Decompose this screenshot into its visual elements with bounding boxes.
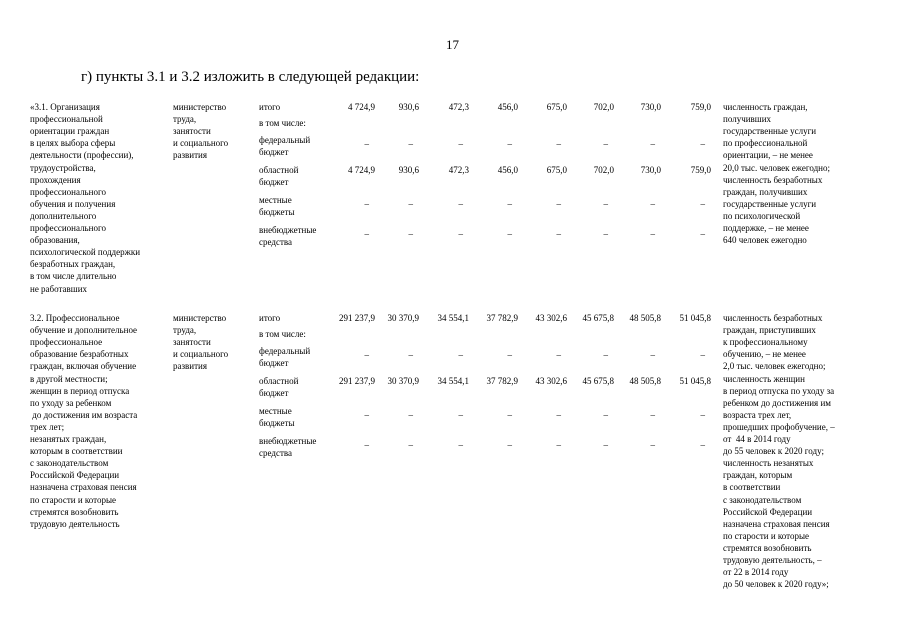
funding-value-cell: –: [458, 440, 463, 450]
funding-value-cell: 30 370,9: [387, 313, 419, 323]
funding-value-cell: –: [700, 139, 705, 149]
indicator-line: граждан, получивших: [723, 186, 808, 197]
indicator-line: Российской Федерации: [723, 506, 813, 517]
funding-value-cell: –: [458, 350, 463, 360]
indicator-line: в период отпуска по уходу за: [723, 385, 835, 396]
program-name-line: обучения и получения: [30, 198, 116, 209]
funding-value-cell: –: [556, 199, 561, 209]
indicator-line: от 22 в 2014 году: [723, 567, 789, 578]
program-name-line: обучение и дополнительное: [30, 325, 138, 336]
program-name-line: прохождения: [30, 174, 81, 185]
funding-value-cell: 291 237,9: [339, 376, 375, 386]
program-name-line: в другой местности;: [30, 373, 108, 384]
funding-value-cell: –: [603, 199, 608, 209]
program-name-line: образование безработных: [30, 349, 129, 360]
indicator-line: поддержке, – не менее: [723, 223, 809, 233]
funding-value-cell: –: [507, 410, 512, 420]
funding-value-cell: –: [507, 229, 512, 239]
funding-source-label: бюджет: [259, 358, 289, 369]
funding-source-label: бюджет: [259, 177, 289, 188]
funding-value-cell: –: [364, 229, 369, 239]
indicator-line: граждан, приступивших: [723, 325, 816, 336]
program-name-line: не работавших: [30, 283, 88, 294]
program-name-line: трех лет;: [30, 421, 65, 432]
funding-value-cell: –: [364, 139, 369, 149]
funding-value-cell: 759,0: [690, 165, 711, 175]
program-name-line: «3.1. Организация: [30, 102, 100, 112]
indicator-line: получивших: [723, 114, 772, 125]
funding-source-label: областной: [259, 165, 299, 175]
executor-line: министерство: [173, 313, 227, 323]
page-number: 17: [446, 37, 459, 52]
executor-line: и социального: [173, 138, 229, 149]
program-name-line: Российской Федерации: [30, 470, 120, 481]
funding-source-label: внебюджетные: [259, 225, 317, 235]
indicator-line: 20,0 тыс. человек ежегодно;: [723, 162, 830, 173]
funding-source-label: областной: [259, 376, 299, 386]
funding-value-cell: 702,0: [593, 165, 614, 175]
funding-value-cell: –: [458, 229, 463, 239]
indicator-line: с законодательством: [723, 494, 802, 505]
program-name-line: ориентации граждан: [30, 126, 110, 137]
funding-source-label: итого: [259, 102, 281, 112]
funding-value-cell: –: [603, 440, 608, 450]
program-name-line: деятельности (профессии),: [30, 150, 134, 161]
funding-value-cell: –: [507, 139, 512, 149]
funding-value-cell: –: [408, 229, 413, 239]
funding-value-cell: –: [603, 139, 608, 149]
indicator-line: 640 человек ежегодно: [723, 235, 807, 246]
indicator-line: численность женщин: [723, 373, 805, 384]
funding-source-label: бюджет: [259, 388, 289, 399]
funding-value-cell: –: [650, 410, 655, 420]
funding-value-cell: 675,0: [546, 165, 567, 175]
funding-value-cell: 34 554,1: [437, 376, 469, 386]
funding-value-cell: –: [507, 350, 512, 360]
funding-source-label: федеральный: [259, 135, 311, 145]
funding-value-cell: 930,6: [398, 165, 419, 175]
indicator-line: трудовую деятельность, –: [723, 555, 822, 565]
funding-value-cell: –: [458, 199, 463, 209]
indicator-line: численность безработных: [723, 174, 823, 185]
funding-value-cell: –: [556, 229, 561, 239]
program-name-line: профессиональное: [30, 337, 103, 348]
funding-value-cell: –: [650, 229, 655, 239]
program-name-line: трудовую деятельность: [30, 518, 120, 529]
funding-source-label: местные: [259, 406, 292, 416]
funding-source-label: внебюджетные: [259, 436, 317, 446]
funding-value-cell: –: [700, 229, 705, 239]
funding-value-cell: –: [408, 199, 413, 209]
funding-value-cell: 51 045,8: [679, 313, 711, 323]
funding-value-cell: –: [408, 410, 413, 420]
program-name-line: по старости и которые: [30, 494, 117, 505]
funding-value-cell: –: [650, 199, 655, 209]
indicator-line: возраста трех лет,: [723, 409, 792, 420]
indicator-line: 2,0 тыс. человек ежегодно;: [723, 361, 826, 372]
indicator-line: государственные услуги: [723, 198, 817, 209]
program-name-line: до достижения им возраста: [30, 409, 138, 420]
funding-value-cell: –: [364, 440, 369, 450]
program-name-line: по уходу за ребенком: [30, 397, 112, 408]
funding-value-cell: –: [507, 440, 512, 450]
executor-line: министерство: [173, 102, 227, 112]
funding-value-cell: –: [700, 440, 705, 450]
indicator-line: по старости и которые: [723, 530, 810, 541]
program-name-line: дополнительного: [30, 210, 97, 221]
funding-value-cell: 456,0: [497, 102, 518, 112]
funding-value-cell: 37 782,9: [486, 376, 518, 386]
program-name-line: трудоустройства,: [30, 162, 96, 173]
funding-value-cell: 759,0: [690, 102, 711, 112]
program-name-line: профессионального: [30, 223, 106, 233]
funding-source-label: в том числе:: [259, 329, 306, 339]
indicator-line: до 50 человек к 2020 году»;: [723, 579, 829, 590]
funding-source-label: средства: [259, 448, 293, 459]
funding-value-cell: –: [458, 410, 463, 420]
executor-line: и социального: [173, 349, 229, 360]
funding-value-cell: 4 724,9: [348, 102, 375, 112]
program-name-line: граждан, включая обучение: [30, 361, 137, 372]
funding-value-cell: 291 237,9: [339, 313, 375, 323]
executor-line: занятости: [173, 337, 211, 348]
funding-value-cell: –: [700, 199, 705, 209]
section-heading: г) пункты 3.1 и 3.2 изложить в следующей редакции:: [81, 69, 420, 85]
funding-value-cell: 48 505,8: [629, 313, 661, 323]
indicator-line: от 44 в 2014 году: [723, 434, 791, 444]
funding-value-cell: 43 302,6: [535, 376, 567, 386]
funding-value-cell: –: [408, 350, 413, 360]
indicator-line: ребенком до достижения им: [723, 397, 831, 408]
indicator-line: прошедших профобучение, –: [723, 421, 835, 432]
program-name-line: с законодательством: [30, 458, 109, 469]
funding-value-cell: –: [556, 410, 561, 420]
indicator-line: до 55 человек к 2020 году;: [723, 446, 824, 457]
executor-line: труда,: [173, 114, 197, 125]
indicator-line: численность незанятых: [723, 458, 814, 469]
executor-line: занятости: [173, 126, 211, 137]
funding-value-cell: 472,3: [448, 165, 469, 175]
funding-source-label: итого: [259, 313, 281, 323]
funding-source-label: в том числе:: [259, 118, 306, 128]
indicator-line: обучению, – не менее: [723, 349, 806, 360]
program-name-line: профессиональной: [30, 114, 103, 125]
funding-value-cell: 51 045,8: [679, 376, 711, 386]
program-name-line: в целях выбора сферы: [30, 138, 116, 149]
funding-value-cell: –: [603, 229, 608, 239]
indicator-line: к профессиональному: [723, 337, 808, 348]
funding-value-cell: –: [408, 139, 413, 149]
program-name-line: женщин в период отпуска: [30, 385, 130, 396]
funding-value-cell: 34 554,1: [437, 313, 469, 323]
funding-value-cell: 702,0: [593, 102, 614, 112]
funding-value-cell: –: [650, 139, 655, 149]
funding-value-cell: –: [700, 410, 705, 420]
funding-value-cell: –: [556, 440, 561, 450]
program-name-line: безработных граждан,: [30, 259, 116, 270]
funding-value-cell: –: [556, 139, 561, 149]
executor-line: труда,: [173, 325, 197, 336]
funding-value-cell: –: [364, 350, 369, 360]
funding-value-cell: 730,0: [640, 165, 661, 175]
program-name-line: назначена страховая пенсия: [30, 482, 137, 493]
funding-source-label: бюджеты: [259, 207, 295, 218]
executor-line: развития: [173, 361, 208, 372]
indicator-line: по психологической: [723, 210, 801, 221]
funding-value-cell: –: [364, 410, 369, 420]
program-name-line: в том числе длительно: [30, 271, 117, 282]
funding-source-label: местные: [259, 195, 292, 205]
funding-source-label: средства: [259, 237, 293, 248]
funding-value-cell: 456,0: [497, 165, 518, 175]
executor-line: развития: [173, 150, 208, 161]
program-name-line: профессионального: [30, 186, 106, 197]
funding-value-cell: 43 302,6: [535, 313, 567, 323]
funding-value-cell: –: [507, 199, 512, 209]
funding-value-cell: –: [603, 410, 608, 420]
indicator-line: численность граждан,: [723, 102, 808, 112]
indicator-line: ориентации, – не менее: [723, 150, 813, 161]
funding-value-cell: 675,0: [546, 102, 567, 112]
program-name-line: психологической поддержки: [30, 247, 141, 258]
indicator-line: назначена страховая пенсия: [723, 518, 830, 529]
funding-value-cell: –: [364, 199, 369, 209]
funding-source-label: федеральный: [259, 346, 311, 356]
program-name-line: которым в соответствии: [30, 446, 123, 457]
funding-source-label: бюджет: [259, 147, 289, 158]
funding-value-cell: –: [650, 350, 655, 360]
indicator-line: по профессиональной: [723, 138, 808, 149]
indicator-line: численность безработных: [723, 313, 823, 323]
funding-value-cell: 30 370,9: [387, 376, 419, 386]
indicator-line: граждан, которым: [723, 470, 793, 481]
funding-value-cell: 37 782,9: [486, 313, 518, 323]
funding-value-cell: –: [408, 440, 413, 450]
program-name-line: стремятся возобновить: [30, 506, 119, 517]
indicator-line: стремятся возобновить: [723, 542, 812, 553]
funding-value-cell: 730,0: [640, 102, 661, 112]
program-name-line: образования,: [30, 235, 80, 246]
indicator-line: государственные услуги: [723, 126, 817, 137]
program-name-line: незанятых граждан,: [30, 434, 107, 444]
program-name-line: 3.2. Профессиональное: [30, 313, 120, 323]
funding-value-cell: –: [700, 350, 705, 360]
funding-value-cell: 930,6: [398, 102, 419, 112]
funding-value-cell: 45 675,8: [582, 313, 614, 323]
funding-value-cell: 45 675,8: [582, 376, 614, 386]
funding-value-cell: –: [650, 440, 655, 450]
indicator-line: в соответствии: [723, 482, 781, 493]
funding-value-cell: –: [603, 350, 608, 360]
funding-source-label: бюджеты: [259, 418, 295, 429]
funding-value-cell: 4 724,9: [348, 165, 375, 175]
funding-value-cell: –: [458, 139, 463, 149]
funding-value-cell: –: [556, 350, 561, 360]
funding-value-cell: 48 505,8: [629, 376, 661, 386]
funding-value-cell: 472,3: [448, 102, 469, 112]
